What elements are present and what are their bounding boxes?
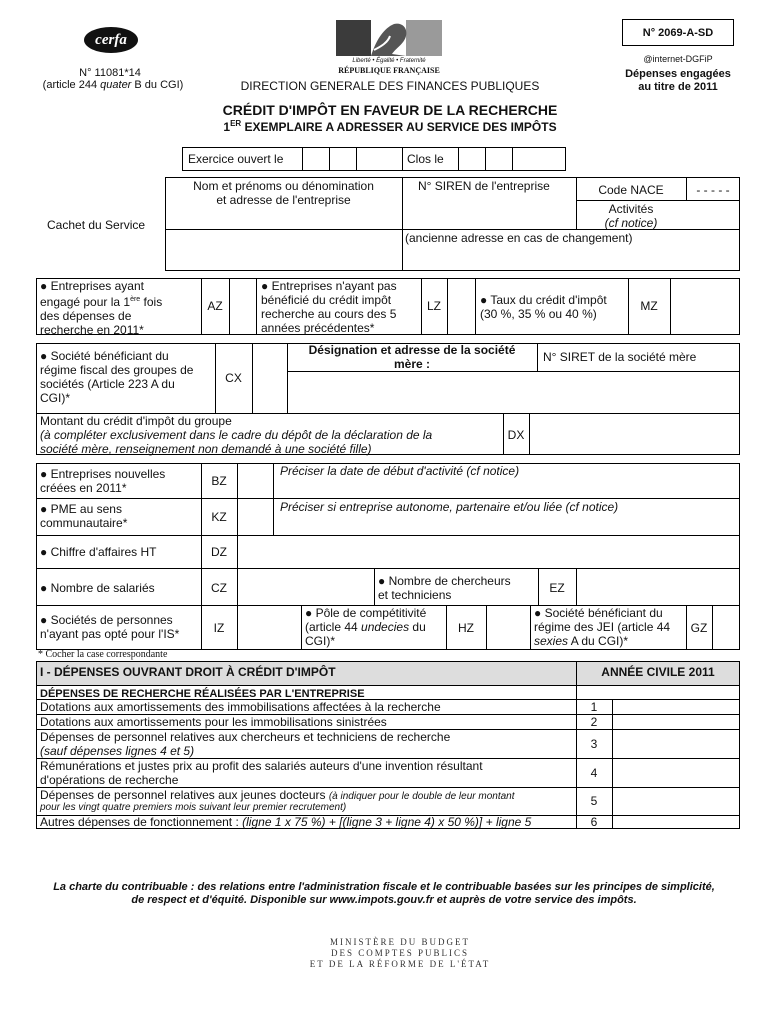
bz-checkbox[interactable] <box>238 464 273 497</box>
hz-code: HZ <box>458 621 474 635</box>
charte-text: La charte du contribuable : des relations entre l'administration fiscale et le contribuable basées sur les principes de simplicité, de respect et d'équité. Disponible sur www.impots.gouv.fr et auprès de votre service des impôts. <box>53 881 715 906</box>
line6-label: Autres dépenses de fonctionnement : (ligne 1 x 75 %) + [(ligne 3 + ligne 4) x 50 %)] + ligne 5 <box>40 815 532 829</box>
line4-label: Rémunérations et justes prix au profit des salariés auteurs d'une invention résultant d'opérations de recherche <box>40 759 483 787</box>
bz-note: Préciser la date de début d'activité (cf notice) <box>280 464 520 478</box>
bz-label: ● Entreprises nouvelles créées en 2011* <box>40 467 166 495</box>
activites-label: Activités <box>608 202 654 216</box>
ez-code: EZ <box>549 581 565 595</box>
cx-code: CX <box>225 371 242 385</box>
direction-label: DIRECTION GENERALE DES FINANCES PUBLIQUES <box>240 79 540 93</box>
az-checkbox[interactable] <box>230 279 256 334</box>
republic-label: RÉPUBLIQUE FRANÇAISE <box>338 66 440 75</box>
depenses-label: Dépenses engagées au titre de 2011 <box>625 68 731 93</box>
gz-code: GZ <box>690 621 708 635</box>
cachet-label: Cachet du Service <box>47 218 146 232</box>
exercice-clos-day[interactable] <box>459 148 485 170</box>
annee-label: ANNÉE CIVILE 2011 <box>601 665 715 679</box>
dx-code: DX <box>507 428 525 442</box>
exercice-ouvert-month[interactable] <box>330 148 356 170</box>
ez-label: ● Nombre de chercheurs et techniciens <box>378 574 511 602</box>
page-subtitle: 1ER EXEMPLAIRE A ADRESSER AU SERVICE DES IMPÔTS <box>223 119 557 134</box>
exercice-clos-label: Clos le <box>407 152 444 166</box>
line1-label: Dotations aux amortissements des immobilisations affectées à la recherche <box>40 700 441 714</box>
nom-adresse-field[interactable] <box>166 230 402 270</box>
line5-note: pour les vingt quatre premiers mois suivant leur premier recrutement) <box>40 802 347 813</box>
line1-amount[interactable] <box>613 700 739 713</box>
hz-checkbox[interactable] <box>487 606 530 649</box>
dz-field[interactable] <box>238 536 739 567</box>
line6-amount[interactable] <box>613 816 739 828</box>
az-label: ● Entreprises ayant engagé pour la 1ère fois des dépenses de recherche en 2011* <box>40 279 163 337</box>
footnote: * Cocher la case correspondante <box>38 649 168 660</box>
line5-number: 5 <box>590 794 598 808</box>
section1-subheader: DÉPENSES DE RECHERCHE RÉALISÉES PAR L'ENTREPRISE <box>40 688 365 700</box>
line3-amount[interactable] <box>613 730 739 757</box>
motto: Liberté • Égalité • Fraternité <box>352 58 426 64</box>
lz-code: LZ <box>426 299 441 313</box>
siret-label: N° SIRET de la société mère <box>543 350 697 364</box>
form-number: N° 2069-A-SD <box>642 27 714 39</box>
exercice-ouvert-day[interactable] <box>303 148 329 170</box>
line5-label: Dépenses de personnel relatives aux jeunes docteurs (à indiquer pour le double de leur montant <box>40 788 515 802</box>
lz-checkbox[interactable] <box>448 279 475 334</box>
exercice-ouvert-label: Exercice ouvert le <box>188 152 284 166</box>
nom-label: Nom et prénoms ou dénomination et adresse de l'entreprise <box>193 179 374 207</box>
exercice-clos-year[interactable] <box>513 148 565 170</box>
bz-code: BZ <box>211 474 227 488</box>
hz-label: ● Pôle de compétitivité (article 44 undecies du CGI)* <box>305 606 427 648</box>
az-code: AZ <box>207 299 223 313</box>
line1-number: 1 <box>590 700 598 714</box>
mz-label: ● Taux du crédit d'impôt (30 %, 35 % ou 40 %) <box>480 293 607 321</box>
internet-label: @internet-DGFiP <box>643 54 713 64</box>
line3-number: 3 <box>590 737 598 751</box>
designation-label: Désignation et adresse de la société mère : <box>308 343 516 371</box>
line2-label: Dotations aux amortissements pour les immobilisations sinistrées <box>40 715 387 729</box>
montant-label: Montant du crédit d'impôt du groupe <box>40 414 232 428</box>
line2-number: 2 <box>590 715 598 729</box>
marianne-logo <box>336 20 442 56</box>
kz-note: Préciser si entreprise autonome, partenaire et/ou liée (cf notice) <box>280 500 619 514</box>
code-nace-label: Code NACE <box>598 183 664 197</box>
ez-field[interactable] <box>577 569 739 604</box>
section1-title: I - DÉPENSES OUVRANT DROIT À CRÉDIT D'IMPÔT <box>40 665 336 679</box>
dz-label: ● Chiffre d'affaires HT <box>40 545 157 559</box>
gz-checkbox[interactable] <box>713 606 739 649</box>
line4-amount[interactable] <box>613 759 739 786</box>
dx-field[interactable] <box>530 414 739 454</box>
kz-label: ● PME au sens communautaire* <box>40 502 128 530</box>
cz-label: ● Nombre de salariés <box>40 581 155 595</box>
line3-label: Dépenses de personnel relatives aux chercheurs et techniciens de recherche (sauf dépenses lignes 4 et 5) <box>40 730 451 758</box>
cerfa-logo: cerfa <box>84 27 138 53</box>
activites-note: (cf notice) <box>604 216 658 230</box>
lz-label: ● Entreprises n'ayant pas bénéficié du crédit impôt recherche au cours des 5 années précédentes* <box>261 279 397 335</box>
line4-number: 4 <box>590 766 598 780</box>
cz-field[interactable] <box>238 569 374 604</box>
kz-code: KZ <box>211 510 227 524</box>
cx-label: ● Société bénéficiant du régime fiscal des groupes de sociétés (Article 223 A du CGI)* <box>40 349 194 405</box>
line2-amount[interactable] <box>613 715 739 728</box>
iz-code: IZ <box>213 621 225 635</box>
cx-checkbox[interactable] <box>253 344 287 412</box>
gz-label: ● Société bénéficiant du régime des JEI (article 44 sexies A du CGI)* <box>534 606 671 648</box>
mz-code: MZ <box>640 299 658 313</box>
kz-checkbox[interactable] <box>238 499 273 534</box>
ministere-logo: MINISTÈRE DU BUDGET DES COMPTES PUBLICS ET DE LA RÉFORME DE L'ÉTAT <box>309 937 491 969</box>
montant-note: (à compléter exclusivement dans le cadre du dépôt de la déclaration de la société mère, renseignement non demandé à une société fille) <box>40 428 433 456</box>
iz-label: ● Sociétés de personnes n'ayant pas opté pour l'IS* <box>40 613 180 641</box>
siren-label: N° SIREN de l'entreprise <box>418 179 550 193</box>
mz-field[interactable] <box>671 279 739 334</box>
ancienne-adresse-label: (ancienne adresse en cas de changement) <box>405 231 633 245</box>
article-reference: (article 244 quater B du CGI) <box>42 79 184 91</box>
dz-code: DZ <box>211 545 227 559</box>
exercice-ouvert-year[interactable] <box>357 148 402 170</box>
code-nace-value: - - - - - <box>696 183 730 197</box>
exercice-clos-month[interactable] <box>486 148 512 170</box>
cz-code: CZ <box>211 581 227 595</box>
line6-number: 6 <box>590 815 598 829</box>
line5-amount[interactable] <box>613 788 739 814</box>
cerfa-number: N° 11081*14 <box>79 67 141 79</box>
designation-field[interactable] <box>288 372 739 412</box>
page-title: CRÉDIT D'IMPÔT EN FAVEUR DE LA RECHERCHE <box>222 102 558 118</box>
iz-checkbox[interactable] <box>238 606 301 649</box>
